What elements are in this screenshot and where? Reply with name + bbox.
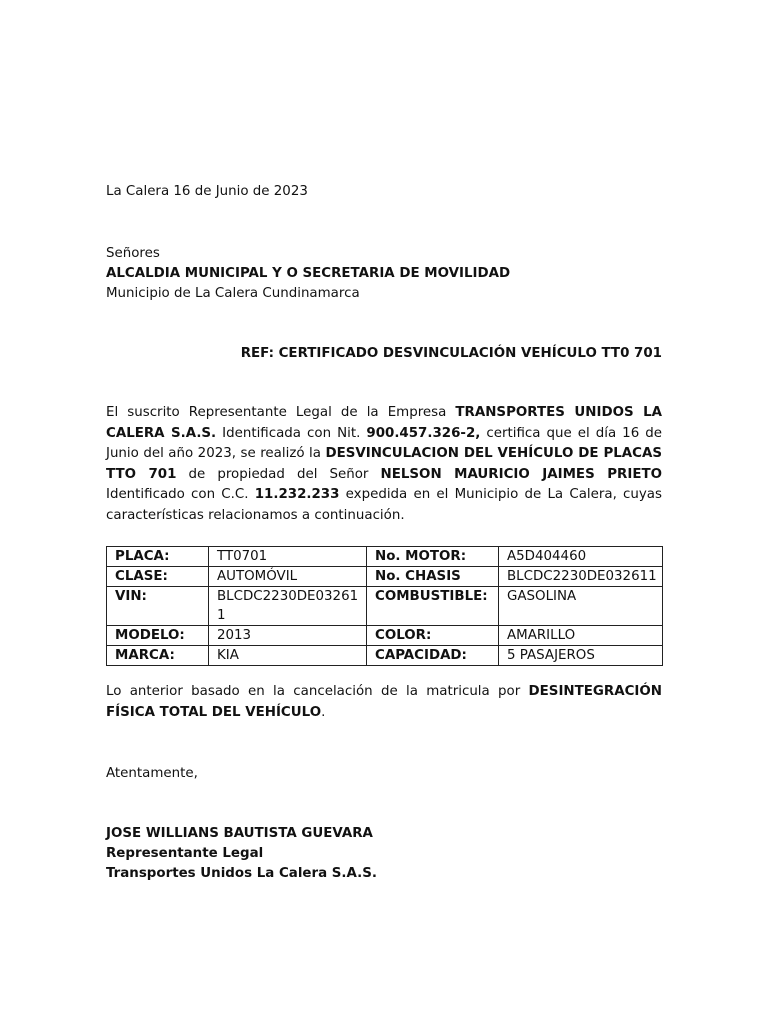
table-row [107,587,663,626]
table-row [107,547,663,567]
table-row [107,646,663,666]
table-label: VIN: [107,587,209,626]
body-text-4: de propiedad del Señor [176,466,381,482]
body-paragraph [106,403,662,527]
signer-title: Representante Legal [106,846,264,861]
closing-note-text: Lo anterior basado en la cancelación de la matricula por [106,684,529,699]
date-line: La Calera 16 de Junio de 2023 [106,184,308,199]
table-row [107,626,663,646]
body-text-6: expedida en el Municipio de La Calera, cuyas características relacionamos a continuación. [106,487,662,523]
recipient-location: Municipio de La Calera Cundinamarca [106,286,360,301]
table-label: CAPACIDAD: [367,646,499,666]
table-label: No. CHASIS [367,567,499,587]
body-text-3: certifica que el día 16 de Junio del año 2023, se realizó la [106,425,662,462]
regards-line: Atentamente, [106,766,198,781]
table-label: MARCA: [107,646,209,666]
action-description: DESVINCULACION DEL VEHÍCULO DE PLACAS TTO 701 [106,446,662,482]
table-value: 5 PASAJEROS [499,646,663,666]
body-text-2: Identificada con Nit. [216,425,367,441]
owner-name: NELSON MAURICIO JAIMES PRIETO [380,466,662,482]
table-value: BLCDC2230DE032611 [499,567,663,587]
reference-line: REF: CERTIFICADO DESVINCULACIÓN VEHÍCULO TT0 701 [240,346,662,361]
salutation: Señores [106,246,160,261]
table-value: A5D404460 [499,547,663,567]
table-label: COMBUSTIBLE: [367,587,499,626]
signature-block [106,824,662,884]
signer-name: JOSE WILLIANS BAUTISTA GUEVARA [106,826,373,841]
table-value: AMARILLO [499,626,663,646]
table-label: MODELO: [107,626,209,646]
closing-note [106,682,662,723]
closing-note-end: . [321,704,326,720]
nit-number: 900.457.326-2, [366,425,481,441]
table-value: 2013 [209,626,367,646]
table-row [107,567,663,587]
recipient-block [106,244,662,304]
table-value: TT0701 [209,547,367,567]
table-label: PLACA: [107,547,209,567]
table-value: BLCDC2230DE032611 [209,587,367,626]
table-label: CLASE: [107,567,209,587]
body-text-5: Identificado con C.C. [106,487,255,503]
table-value: GASOLINA [499,587,663,626]
table-value: KIA [209,646,367,666]
cc-number: 11.232.233 [254,487,340,503]
table-label: No. MOTOR: [367,547,499,567]
vehicle-specs-table [106,546,663,666]
recipient-organization: ALCALDIA MUNICIPAL Y O SECRETARIA DE MOVILIDAD [106,266,511,281]
table-label: COLOR: [367,626,499,646]
body-text-1: El suscrito Representante Legal de la Empresa [106,405,456,420]
table-value: AUTOMÓVIL [209,567,367,587]
signer-company: Transportes Unidos La Calera S.A.S. [106,866,377,881]
closing-note-bold: DESINTEGRACIÓN FÍSICA TOTAL DEL VEHÍCULO [106,684,662,720]
company-name: TRANSPORTES UNIDOS LA CALERA S.A.S. [106,405,662,441]
